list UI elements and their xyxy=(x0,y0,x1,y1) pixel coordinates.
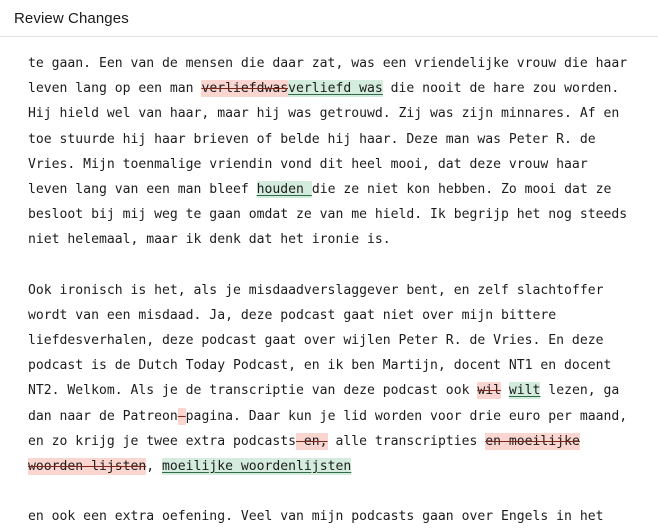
deleted-text[interactable]: wil xyxy=(477,383,501,399)
unchanged-text: die ze niet kon hebben. Zo mooi dat ze besloot bij mij weg te gaan omdat ze van me hield. Ik begrijp het nog steeds niet helemaal, maar ik denk dat het ironie is. xyxy=(28,182,628,248)
inserted-text[interactable]: houden xyxy=(256,182,312,198)
document-scroll-area[interactable] xyxy=(0,37,658,525)
inserted-text[interactable]: moeilijke woordenlijsten xyxy=(162,459,352,475)
document-paragraph xyxy=(28,504,630,529)
unchanged-text: die nooit de hare zou worden. Hij hield wel van haar, maar hij was getrouwd. Zij was zijn minnares. Af en toe stuurde hij haar brieven of belde hij haar. Deze man was Peter R. de Vries. Mijn toenmalige vriendin vond dit heel mooi, dat deze vrouw haar leven lang van een man bleef xyxy=(28,81,620,198)
unchanged-text: Ook ironisch is het, als je misdaadverslaggever bent, en zelf slachtoffer wordt van een misdaad. Ja, deze podcast gaat niet over mijn bittere liefdesverhalen, deze podcast gaat over wijlen Peter R. de Vries. En deze podcast is de Dutch Today Podcast, en ik ben Martijn, docent NT1 en docent NT2. Welkom. Als je de transcriptie van deze podcast ook xyxy=(28,282,612,399)
deleted-text[interactable]: verliefdwas xyxy=(201,81,289,97)
unchanged-text: en ook een extra oefening. Veel van mijn podcasts gaan over Engels in het xyxy=(28,509,604,525)
deleted-text[interactable]: en, xyxy=(296,433,328,449)
inserted-text[interactable]: verliefd was xyxy=(288,81,383,97)
deleted-text[interactable]: en moeilijke woorden lijsten xyxy=(28,433,580,475)
inserted-text[interactable]: wilt xyxy=(508,383,541,399)
unchanged-text: alle transcripties xyxy=(327,433,486,449)
unchanged-text: te gaan. Een van de mensen die daar zat, was een vriendelijke vrouw die haar leven lang op een man xyxy=(28,56,628,97)
window-header xyxy=(0,0,658,36)
document-paragraph xyxy=(28,51,630,253)
unchanged-text: , xyxy=(146,459,163,475)
document-paragraph xyxy=(28,278,630,480)
page-title: Review Changes xyxy=(14,9,129,27)
unchanged-text: pagina. Daar kun je lid worden voor drie euro per maand, en zo krijg je twee extra podcasts xyxy=(28,408,628,449)
deleted-text[interactable]: - xyxy=(177,408,186,424)
document-body xyxy=(0,37,658,529)
unchanged-text: lezen, ga dan naar de Patreon xyxy=(28,383,620,424)
unchanged-text xyxy=(501,383,509,398)
